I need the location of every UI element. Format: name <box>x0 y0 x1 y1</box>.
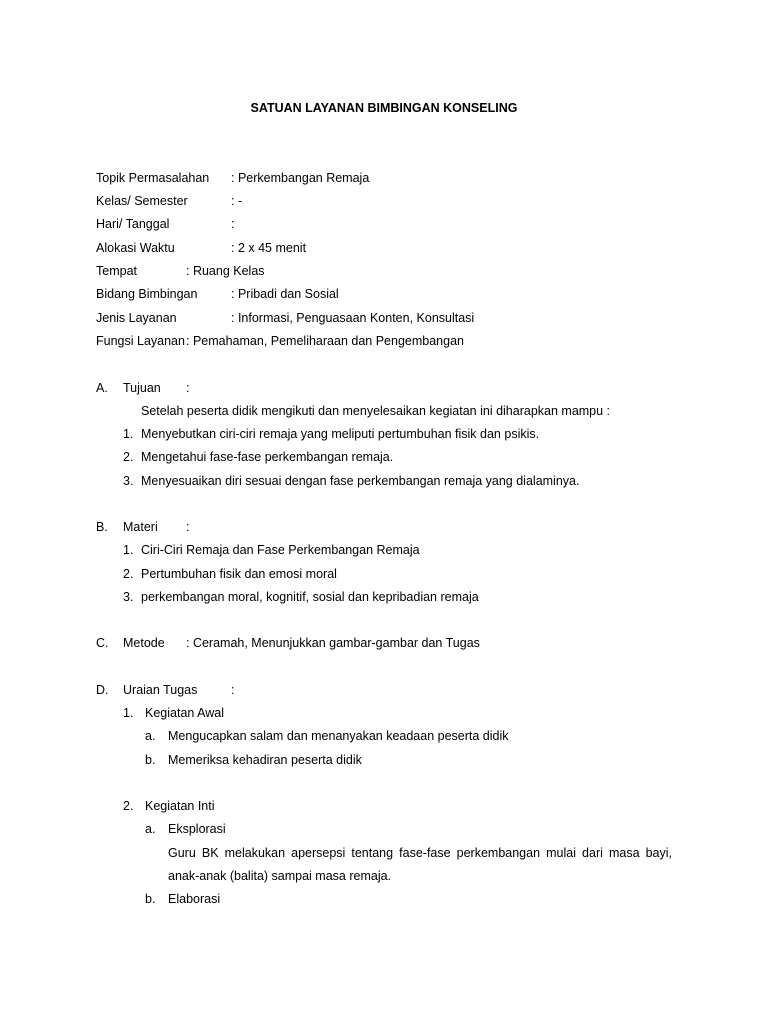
section-d-sub2-item-letter: a. <box>145 822 156 836</box>
section-b-item-num: 2. <box>123 567 134 581</box>
info-label-hari: Hari/ Tanggal <box>96 217 170 231</box>
section-b-item-num: 3. <box>123 590 134 604</box>
section-b-letter: B. <box>96 520 108 534</box>
info-label-kelas: Kelas/ Semester <box>96 194 188 208</box>
section-d-sub1-item-letter: a. <box>145 729 156 743</box>
info-value-tempat: : Ruang Kelas <box>186 264 265 278</box>
info-label-fungsi: Fungsi Layanan <box>96 334 185 348</box>
section-d-sub2-heading: Kegiatan Inti <box>145 799 215 813</box>
info-value-kelas: : - <box>231 194 243 208</box>
section-d-sub1-item-text: Mengucapkan salam dan menanyakan keadaan peserta didik <box>168 729 509 743</box>
section-a-item-text: Menyebutkan ciri-ciri remaja yang meliputi pertumbuhan fisik dan psikis. <box>141 427 540 441</box>
section-d-sub1-item-letter: b. <box>145 753 156 767</box>
section-d-explorasi-line: Guru BK melakukan apersepsi tentang fase-fase perkembangan mulai dari masa bayi, <box>168 846 672 860</box>
section-d-colon: : <box>231 683 235 697</box>
section-d-sub2-item-letter: b. <box>145 892 156 906</box>
section-d-sub1-item-text: Memeriksa kehadiran peserta didik <box>168 753 362 767</box>
document-title: SATUAN LAYANAN BIMBINGAN KONSELING <box>250 101 518 115</box>
section-d-heading: Uraian Tugas <box>123 683 198 697</box>
section-b-item-text: Ciri-Ciri Remaja dan Fase Perkembangan Remaja <box>141 543 420 557</box>
section-a-item-text: Menyesuaikan diri sesuai dengan fase perkembangan remaja yang dialaminya. <box>141 474 580 488</box>
section-d-sub2-item-text: Eksplorasi <box>168 822 226 836</box>
info-value-fungsi: : Pemahaman, Pemeliharaan dan Pengembangan <box>186 334 464 348</box>
info-value-hari: : <box>231 217 235 231</box>
section-d-sub1-heading: Kegiatan Awal <box>145 706 224 720</box>
info-label-tempat: Tempat <box>96 264 137 278</box>
info-label-topik: Topik Permasalahan <box>96 171 210 185</box>
section-c-letter: C. <box>96 636 109 650</box>
info-value-alokasi: : 2 x 45 menit <box>231 241 307 255</box>
section-c-value: : Ceramah, Menunjukkan gambar-gambar dan Tugas <box>186 636 480 650</box>
section-b-heading: Materi <box>123 520 158 534</box>
section-a-item-num: 2. <box>123 450 134 464</box>
section-a-letter: A. <box>96 381 108 395</box>
section-d-sub2-num: 2. <box>123 799 134 813</box>
section-b-item-text: perkembangan moral, kognitif, sosial dan kepribadian remaja <box>141 590 479 604</box>
section-d-sub2-item-text: Elaborasi <box>168 892 221 906</box>
section-d-sub1-num: 1. <box>123 706 134 720</box>
section-d-explorasi-line: anak-anak (balita) sampai masa remaja. <box>168 869 392 883</box>
info-value-bidang: : Pribadi dan Sosial <box>231 287 339 301</box>
section-b-colon: : <box>186 520 190 534</box>
section-a-item-num: 3. <box>123 474 134 488</box>
info-value-jenis: : Informasi, Penguasaan Konten, Konsultasi <box>231 311 475 325</box>
section-b-item-text: Pertumbuhan fisik dan emosi moral <box>141 567 337 581</box>
info-label-bidang: Bidang Bimbingan <box>96 287 198 301</box>
section-c-heading: Metode <box>123 636 165 650</box>
section-d-letter: D. <box>96 683 109 697</box>
info-value-topik: : Perkembangan Remaja <box>231 171 370 185</box>
info-label-jenis: Jenis Layanan <box>96 311 177 325</box>
section-a-item-text: Mengetahui fase-fase perkembangan remaja. <box>141 450 394 464</box>
section-a-item-num: 1. <box>123 427 134 441</box>
info-label-alokasi: Alokasi Waktu <box>96 241 175 255</box>
section-a-heading: Tujuan <box>123 381 161 395</box>
section-b-item-num: 1. <box>123 543 134 557</box>
section-a-colon: : <box>186 381 190 395</box>
section-a-intro: Setelah peserta didik mengikuti dan menyelesaikan kegiatan ini diharapkan mampu : <box>141 404 611 418</box>
